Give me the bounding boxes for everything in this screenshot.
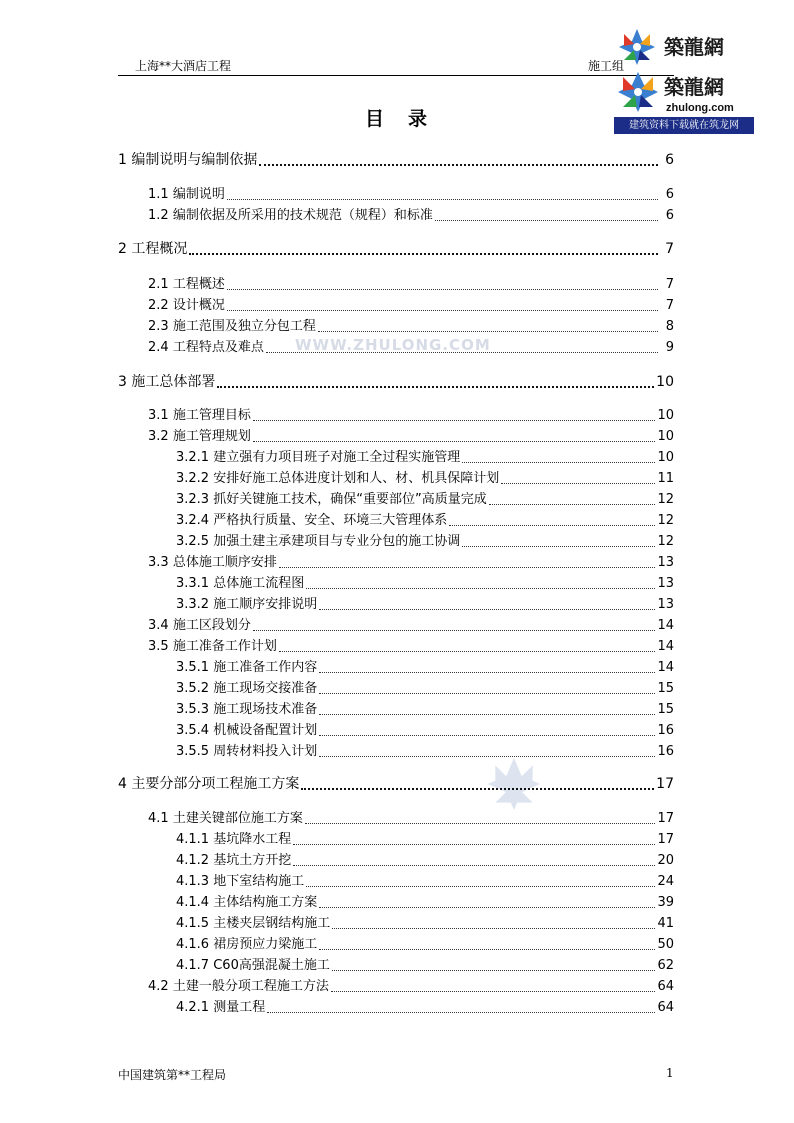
toc-page: 16	[657, 723, 674, 738]
toc-entry[interactable]	[148, 404, 674, 424]
toc-page: 11	[657, 471, 674, 486]
toc-title: 土建一般分项工程施工方法	[172, 979, 329, 994]
toc-title: 地下室结构施工	[213, 874, 305, 889]
toc-number: 3.4	[148, 618, 169, 633]
toc-entry[interactable]	[148, 204, 674, 224]
toc-page: 15	[657, 702, 674, 717]
toc-entry[interactable]	[118, 237, 674, 257]
toc-page: 13	[657, 576, 674, 591]
toc-entry[interactable]	[148, 551, 674, 571]
toc-entry[interactable]	[148, 183, 674, 203]
toc-entry[interactable]	[148, 975, 674, 995]
toc-title: 建立强有力项目班子对施工全过程实施管理	[213, 450, 461, 465]
toc-number: 3.2	[148, 429, 169, 444]
toc-page: 14	[657, 639, 674, 654]
toc-number: 3.5.4	[176, 723, 210, 738]
toc-page: 6	[665, 187, 674, 202]
toc-number: 2.4	[148, 340, 169, 355]
toc-page: 6	[665, 208, 674, 223]
toc-number: 3.1	[148, 408, 169, 423]
toc-entry[interactable]	[176, 870, 674, 890]
toc-entry[interactable]	[176, 954, 674, 974]
toc-page: 41	[657, 916, 674, 931]
toc-entry[interactable]	[148, 614, 674, 634]
toc-entry[interactable]	[148, 635, 674, 655]
toc-page: 7	[665, 277, 674, 292]
toc-leader	[489, 504, 656, 505]
toc-title: 设计概况	[172, 298, 225, 313]
toc-leader	[332, 928, 655, 929]
toc-page: 64	[657, 1000, 674, 1015]
toc-title: 施工范围及独立分包工程	[172, 319, 316, 334]
toc-page: 10	[657, 429, 674, 444]
toc-number: 2.1	[148, 277, 169, 292]
toc-number: 4.1.2	[176, 853, 210, 868]
toc-entry[interactable]	[176, 446, 674, 466]
toc-number: 1	[118, 152, 127, 168]
toc-page: 12	[657, 534, 674, 549]
toc-title: 编制说明与编制依据	[131, 152, 258, 168]
toc-title: 总体施工顺序安排	[172, 555, 277, 570]
toc-entry[interactable]	[176, 891, 674, 911]
toc-number: 4	[118, 776, 127, 792]
toc-number: 4.2.1	[176, 1000, 210, 1015]
toc-number: 3.5.5	[176, 744, 210, 759]
toc-leader	[435, 220, 658, 221]
toc-title: 施工顺序安排说明	[213, 597, 318, 612]
toc-page: 12	[657, 513, 674, 528]
toc-entry[interactable]	[118, 370, 674, 390]
toc-leader	[319, 949, 655, 950]
toc-number: 4.1.4	[176, 895, 210, 910]
toc-leader	[259, 164, 658, 166]
toc-entry[interactable]	[176, 593, 674, 613]
toc-page: 12	[657, 492, 674, 507]
toc-leader	[332, 970, 656, 971]
toc-title: 编制依据及所采用的技术规范（规程）和标准	[172, 208, 433, 223]
toc-page: 17	[657, 811, 674, 826]
toc-number: 1.1	[148, 187, 169, 202]
toc-entry[interactable]	[176, 849, 674, 869]
toc-entry[interactable]	[118, 148, 674, 168]
toc-leader	[227, 289, 658, 290]
toc-entry[interactable]	[118, 772, 674, 792]
toc-entry[interactable]	[148, 425, 674, 445]
toc-number: 4.1.6	[176, 937, 210, 952]
toc-page: 10	[657, 408, 674, 423]
toc-leader	[227, 310, 658, 311]
toc-entry[interactable]	[176, 828, 674, 848]
header-project-name: 上海**大酒店工程	[135, 59, 232, 73]
toc-page: 24	[657, 874, 674, 889]
toc-title: 加强土建主承建项目与专业分包的施工协调	[213, 534, 461, 549]
toc-title: 严格执行质量、安全、环境三大管理体系	[213, 513, 448, 528]
toc-leader	[319, 735, 655, 736]
toc-entry[interactable]	[176, 677, 674, 697]
toc-leader	[279, 567, 656, 568]
toc-title: 主体结构施工方案	[213, 895, 318, 910]
toc-title: 施工准备工作计划	[172, 639, 277, 654]
toc-entry[interactable]	[176, 996, 674, 1016]
toc-entry[interactable]	[176, 572, 674, 592]
toc-page: 64	[657, 979, 674, 994]
toc-title: 施工区段划分	[172, 618, 251, 633]
toc-page: 20	[657, 853, 674, 868]
toc-page: 17	[657, 832, 674, 847]
toc-leader	[306, 886, 655, 887]
toc-leader	[253, 441, 656, 442]
toc-leader	[301, 788, 654, 790]
page-title: 目录	[365, 108, 452, 130]
toc-title: 工程概述	[172, 277, 225, 292]
toc-leader	[501, 483, 655, 484]
toc-entry[interactable]	[148, 273, 674, 293]
toc-page: 8	[665, 319, 674, 334]
toc-page: 50	[657, 937, 674, 952]
toc-number: 3.3.2	[176, 597, 210, 612]
toc-entry[interactable]	[148, 315, 674, 335]
toc-number: 3.2.2	[176, 471, 210, 486]
toc-leader	[319, 907, 655, 908]
toc-leader	[449, 525, 655, 526]
logo-url-text: zhulong.com	[666, 102, 734, 114]
toc-page: 14	[657, 618, 674, 633]
toc-page: 6	[665, 152, 674, 168]
toc-entry[interactable]	[176, 467, 674, 487]
toc-leader	[319, 693, 655, 694]
toc-entry[interactable]	[176, 912, 674, 932]
toc-title: 工程特点及难点	[172, 340, 264, 355]
toc-leader	[279, 651, 656, 652]
toc-page: 9	[665, 340, 674, 355]
toc-leader	[293, 865, 655, 866]
toc-title: 施工总体部署	[131, 374, 216, 390]
toc-entry[interactable]	[148, 336, 674, 356]
toc-number: 4.1	[148, 811, 169, 826]
toc-title: 总体施工流程图	[213, 576, 305, 591]
toc-entry[interactable]	[176, 719, 674, 739]
toc-page: 13	[657, 597, 674, 612]
toc-leader	[253, 630, 656, 631]
toc-page: 15	[657, 681, 674, 696]
toc-leader	[227, 199, 658, 200]
toc-title: 主要分部分项工程施工方案	[131, 776, 300, 792]
header-doc-type: 施工组	[588, 59, 625, 73]
toc-leader	[266, 352, 658, 353]
toc-title: 主楼夹层钢结构施工	[213, 916, 331, 931]
toc-page: 17	[656, 776, 674, 792]
footer-company: 中国建筑第**工程局	[118, 1068, 227, 1082]
toc-number: 4.2	[148, 979, 169, 994]
toc-entry[interactable]	[176, 488, 674, 508]
toc-page: 16	[657, 744, 674, 759]
toc-title: 基坑土方开挖	[213, 853, 292, 868]
toc-leader	[318, 331, 658, 332]
toc-number: 3.5.2	[176, 681, 210, 696]
watermark-text: WWW.ZHULONG.COM	[295, 336, 491, 354]
toc-leader	[253, 420, 656, 421]
toc-title: 土建关键部位施工方案	[172, 811, 303, 826]
toc-leader	[305, 823, 656, 824]
toc-entry[interactable]	[176, 656, 674, 676]
toc-entry[interactable]	[148, 294, 674, 314]
toc-number: 3.3.1	[176, 576, 210, 591]
toc-number: 3.5	[148, 639, 169, 654]
toc-page: 10	[657, 450, 674, 465]
toc-leader	[267, 1012, 655, 1013]
logo-brand-text: 築龍網	[664, 75, 724, 99]
toc-leader	[319, 714, 655, 715]
toc-number: 2.3	[148, 319, 169, 334]
toc-leader	[331, 991, 656, 992]
toc-number: 2	[118, 241, 127, 257]
toc-entry[interactable]	[176, 740, 674, 760]
toc-leader	[319, 672, 655, 673]
toc-page: 7	[665, 241, 674, 257]
toc-title: 编制说明	[172, 187, 225, 202]
toc-number: 4.1.5	[176, 916, 210, 931]
toc-page: 14	[657, 660, 674, 675]
toc-leader	[462, 546, 655, 547]
toc-title: 基坑降水工程	[213, 832, 292, 847]
toc-leader	[306, 588, 655, 589]
toc-title: 抓好关键施工技术，确保“重要部位”高质量完成	[213, 492, 487, 507]
footer-page-number: 1	[666, 1066, 674, 1080]
toc-leader	[293, 844, 655, 845]
toc-number: 3.5.3	[176, 702, 210, 717]
toc-title: 测量工程	[213, 1000, 266, 1015]
toc-number: 1.2	[148, 208, 169, 223]
toc-number: 3.2.4	[176, 513, 210, 528]
toc-title: 工程概况	[131, 241, 188, 257]
toc-leader	[319, 609, 655, 610]
toc-number: 3.3	[148, 555, 169, 570]
toc-leader	[462, 462, 655, 463]
toc-number: 2.2	[148, 298, 169, 313]
toc-title: 机械设备配置计划	[213, 723, 318, 738]
toc-leader	[217, 386, 654, 388]
toc-number: 3	[118, 374, 127, 390]
toc-number: 4.1.1	[176, 832, 210, 847]
toc-entry[interactable]	[176, 530, 674, 550]
toc-title: 裙房预应力梁施工	[213, 937, 318, 952]
toc-entry[interactable]	[176, 698, 674, 718]
toc-title: 施工准备工作内容	[213, 660, 318, 675]
logo-brand-text: 築龍網	[664, 35, 724, 59]
toc-page: 62	[657, 958, 674, 973]
toc-number: 4.1.3	[176, 874, 210, 889]
toc-title: 施工现场技术准备	[213, 702, 318, 717]
toc-entry[interactable]	[176, 509, 674, 529]
toc-title: 施工现场交接准备	[213, 681, 318, 696]
toc-entry[interactable]	[148, 807, 674, 827]
toc-entry[interactable]	[176, 933, 674, 953]
toc-title: 安排好施工总体进度计划和人、材、机具保障计划	[213, 471, 500, 486]
toc-title: 施工管理目标	[172, 408, 251, 423]
toc-title: C60高强混凝土施工	[213, 958, 330, 973]
toc-title: 周转材料投入计划	[213, 744, 318, 759]
toc-number: 3.2.3	[176, 492, 210, 507]
toc-number: 3.2.5	[176, 534, 210, 549]
toc-page: 7	[665, 298, 674, 313]
logo-tagline-banner: 建筑资料下载就在筑龙网	[614, 117, 754, 134]
toc-number: 3.2.1	[176, 450, 210, 465]
toc-number: 3.5.1	[176, 660, 210, 675]
toc-title: 施工管理规划	[172, 429, 251, 444]
toc-page: 10	[656, 374, 674, 390]
toc-leader	[189, 253, 658, 255]
toc-number: 4.1.7	[176, 958, 210, 973]
toc-leader	[319, 756, 655, 757]
toc-page: 39	[657, 895, 674, 910]
toc-page: 13	[657, 555, 674, 570]
